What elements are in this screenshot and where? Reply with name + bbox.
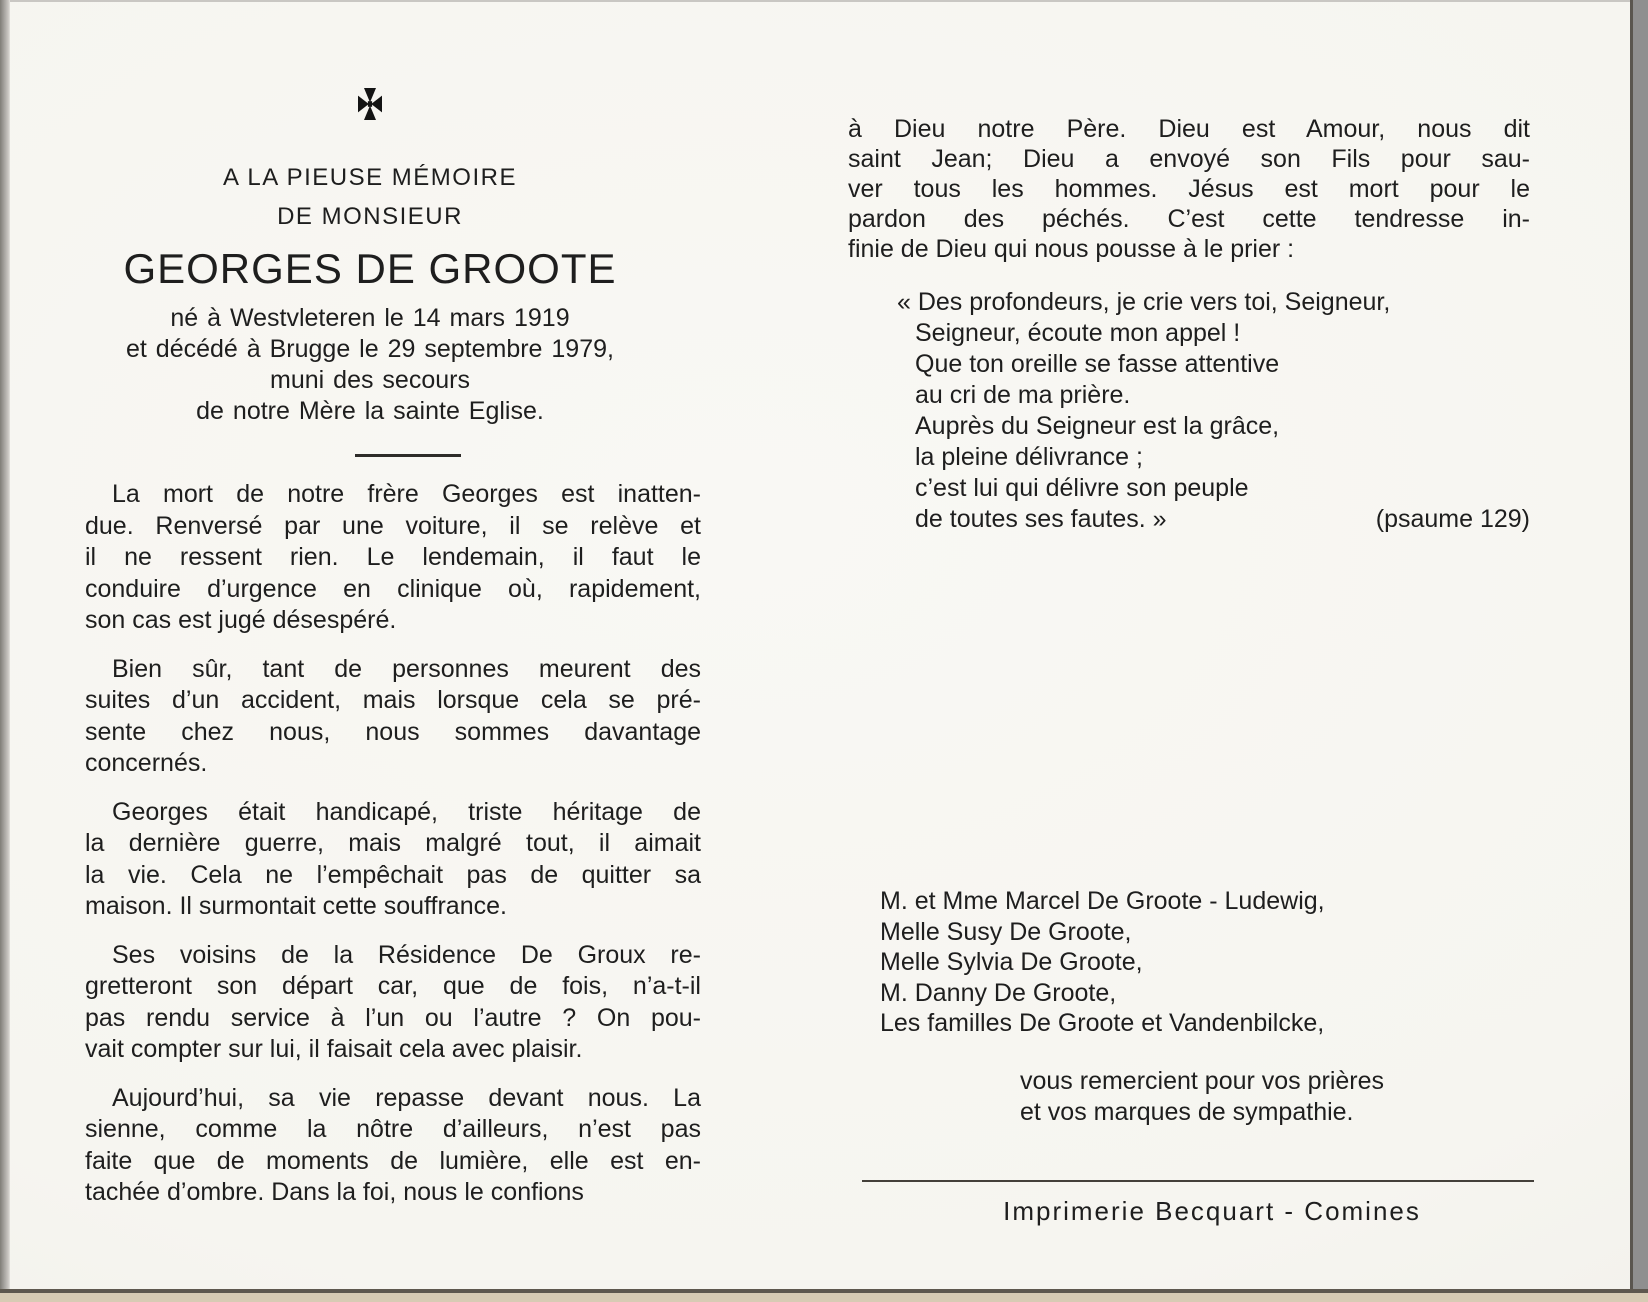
- right-page: [848, 0, 1530, 1302]
- salutation-line: DE MONSIEUR: [277, 203, 463, 230]
- text-line: suites d’un accident, mais lorsque cela se pré-: [85, 686, 701, 714]
- psalm-quote: [848, 287, 1530, 535]
- text-line: gretteront son départ car, que de fois, n’a-t-il: [85, 972, 701, 1000]
- printer-credit: Imprimerie Becquart - Comines: [1003, 1196, 1421, 1226]
- quote-line: la pleine délivrance ;: [915, 443, 1143, 471]
- text-line: à Dieu notre Père. Dieu est Amour, nous dit: [848, 115, 1530, 143]
- quote-line: « Des profondeurs, je crie vers toi, Seigneur,: [897, 288, 1391, 316]
- vital-dates: [60, 303, 680, 427]
- family-member: Melle Sylvia De Groote,: [880, 948, 1143, 976]
- family-member: M. et Mme Marcel De Groote - Ludewig,: [880, 887, 1325, 915]
- text-line: et vos marques de sympathie.: [1020, 1098, 1354, 1126]
- scan-edge-right: [1630, 0, 1648, 1302]
- quote-last-row: [848, 504, 1530, 535]
- secours-line: muni des secours: [270, 366, 470, 394]
- obituary-paragraph-5: [85, 1083, 701, 1209]
- obituary-paragraph-2: [85, 654, 701, 780]
- text-line: concernés.: [85, 749, 208, 777]
- text-line: la dernière guerre, mais malgré tout, il aimait: [85, 829, 701, 857]
- printer-divider: [862, 1180, 1534, 1182]
- memorial-line: A LA PIEUSE MÉMOIRE: [223, 164, 517, 191]
- deceased-name: GEORGES DE GROOTE: [123, 245, 617, 292]
- family-member: M. Danny De Groote,: [880, 978, 1117, 1007]
- text-line: sente chez nous, nous sommes davantage: [85, 717, 701, 746]
- prayer-intro: [848, 114, 1530, 264]
- quote-line: Auprès du Seigneur est la grâce,: [915, 412, 1280, 440]
- header-divider: [355, 454, 461, 457]
- church-line: de notre Mère la sainte Eglise.: [196, 397, 544, 425]
- text-line: saint Jean; Dieu a envoyé son Fils pour sau-: [848, 145, 1530, 173]
- quote-line: de toutes ses fautes. »: [915, 505, 1167, 533]
- obituary-text: [85, 479, 701, 1226]
- scan-edge-bottom: [0, 1289, 1648, 1302]
- text-line: pas rendu service à l’un ou l’autre ? On pou-: [85, 1003, 701, 1032]
- text-line: sienne, comme la nôtre d’ailleurs, n’est pas: [85, 1115, 701, 1143]
- thanks-note: [1020, 1066, 1384, 1128]
- text-line: Bien sûr, tant de personnes meurent des: [112, 654, 701, 683]
- quote-line: au cri de ma prière.: [915, 381, 1131, 409]
- text-line: due. Renversé par une voiture, il se relève et: [85, 511, 701, 540]
- text-line: finie de Dieu qui nous pousse à le prier :: [848, 235, 1295, 263]
- family-member: Les familles De Groote et Vandenbilcke,: [880, 1009, 1325, 1037]
- quote-line: Que ton oreille se fasse attentive: [915, 350, 1280, 378]
- obituary-paragraph-4: [85, 940, 701, 1066]
- text-line: Aujourd’hui, sa vie repasse devant nous. La: [112, 1083, 701, 1112]
- text-line: il ne ressent rien. Le lendemain, il faut le: [85, 543, 701, 571]
- text-line: ver tous les hommes. Jésus est mort pour le: [848, 175, 1530, 203]
- psalm-attribution: (psaume 129): [1375, 505, 1530, 533]
- text-line: Ses voisins de la Résidence De Groux re-: [112, 940, 701, 969]
- text-line: tachée d’ombre. Dans la foi, nous le confions: [85, 1178, 584, 1206]
- text-line: la vie. Cela ne l’empêchait pas de quitter sa: [85, 860, 701, 889]
- scan-edge-top: [0, 0, 1648, 2]
- text-line: vait compter sur lui, il faisait cela avec plaisir.: [85, 1035, 583, 1063]
- family-member: Melle Susy De Groote,: [880, 917, 1132, 946]
- text-line: pardon des péchés. C’est cette tendresse in-: [848, 205, 1530, 233]
- text-line: maison. Il surmontait cette souffrance.: [85, 892, 507, 920]
- scan-edge-left: [0, 0, 10, 1302]
- family-list: [880, 886, 1325, 1039]
- text-line: La mort de notre frère Georges est inatten-: [112, 480, 701, 508]
- death-line: et décédé à Brugge le 29 septembre 1979,: [126, 335, 614, 363]
- obituary-paragraph-1: [85, 479, 701, 637]
- text-line: son cas est jugé désespéré.: [85, 606, 397, 634]
- quote-line: c’est lui qui délivre son peuple: [915, 474, 1249, 502]
- text-line: faite que de moments de lumière, elle est en-: [85, 1146, 701, 1175]
- text-line: vous remercient pour vos prières: [1020, 1067, 1385, 1095]
- maltese-cross-icon: [60, 84, 680, 138]
- quote-line: Seigneur, écoute mon appel !: [915, 319, 1241, 347]
- birth-line: né à Westvleteren le 14 mars 1919: [170, 304, 570, 332]
- text-line: conduire d’urgence en clinique où, rapidement,: [85, 574, 701, 603]
- text-line: Georges était handicapé, triste héritage de: [112, 797, 701, 826]
- obituary-paragraph-3: [85, 797, 701, 923]
- card-header: [60, 84, 680, 457]
